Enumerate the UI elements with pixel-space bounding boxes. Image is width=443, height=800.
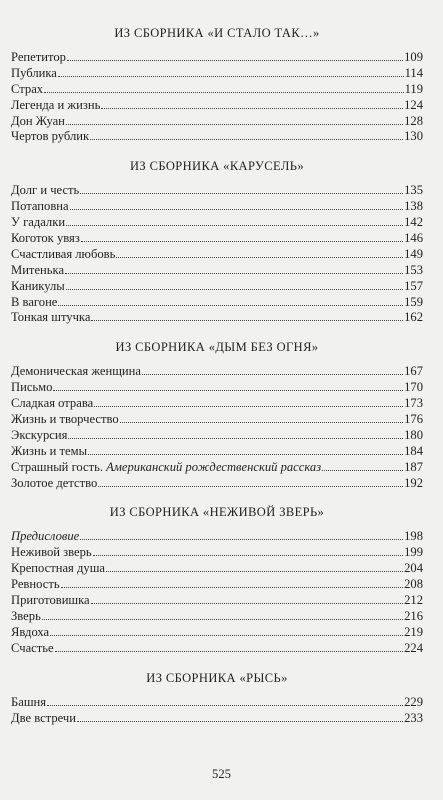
dot-leader xyxy=(58,305,403,306)
toc-entry xyxy=(11,380,423,396)
toc-entry xyxy=(11,215,423,231)
section-heading: ИЗ СБОРНИКА «РЫСЬ» xyxy=(146,670,288,685)
entry-title xyxy=(11,279,65,295)
entry-page-number: 208 xyxy=(404,577,423,592)
dot-leader xyxy=(58,76,404,77)
entry-title xyxy=(11,310,90,326)
dot-leader xyxy=(81,241,403,242)
entry-title-text: Приготовишка xyxy=(11,593,90,608)
dot-leader xyxy=(322,470,403,471)
dot-leader xyxy=(116,257,403,258)
entry-title xyxy=(11,364,141,380)
dot-leader xyxy=(91,603,403,604)
toc-entry xyxy=(11,66,423,82)
entry-title-text: В вагоне xyxy=(11,294,58,309)
toc-entry xyxy=(11,183,423,199)
entry-list xyxy=(11,695,423,727)
toc-entry xyxy=(11,279,423,295)
entry-title-text: Башня xyxy=(11,694,47,709)
entry-title xyxy=(11,263,64,279)
toc-entry xyxy=(11,561,423,577)
dot-leader xyxy=(66,289,403,290)
toc-entry xyxy=(11,199,423,215)
entry-page-number: 109 xyxy=(404,50,423,64)
entry-title-text: Каникулы xyxy=(11,278,65,293)
entry-title-text: Явдоха xyxy=(11,624,50,639)
entry-title xyxy=(11,129,89,145)
entry-page-number: 199 xyxy=(404,545,423,560)
entry-page-number: 180 xyxy=(404,427,423,442)
entry-page-number: 162 xyxy=(404,310,423,325)
toc-entry xyxy=(11,364,423,380)
entry-title-text: Демоническая женщина xyxy=(11,364,141,379)
entry-title-text: Сладкая отрава xyxy=(11,396,94,411)
entry-title xyxy=(11,593,90,609)
entry-title-text: Жизнь и творчество xyxy=(11,412,119,427)
toc-section xyxy=(11,159,423,326)
entry-page-number: 153 xyxy=(404,262,423,277)
dot-leader xyxy=(53,390,403,391)
entry-title-text: Две встречи xyxy=(11,710,76,725)
dot-leader xyxy=(55,651,404,652)
entry-page-number: 229 xyxy=(404,694,423,709)
toc-entry xyxy=(11,625,423,641)
entry-title xyxy=(11,215,65,231)
toc-entry xyxy=(11,129,423,145)
entry-title xyxy=(11,529,79,545)
entry-title xyxy=(11,295,57,311)
dot-leader xyxy=(42,619,403,620)
toc-section xyxy=(11,26,423,145)
entry-title-text: Счастье xyxy=(11,640,54,655)
entry-page-number: 124 xyxy=(404,97,423,112)
dot-leader xyxy=(80,539,403,540)
toc-entry xyxy=(11,263,423,279)
toc-entry xyxy=(11,50,423,66)
entry-title-text: Репетитор xyxy=(11,50,66,64)
entry-title xyxy=(11,114,65,130)
entry-title-text: У гадалки xyxy=(11,215,66,230)
entry-title-text: Ревность xyxy=(11,577,60,592)
dot-leader xyxy=(91,320,403,321)
entry-title xyxy=(11,460,321,476)
section-heading: ИЗ СБОРНИКА «И СТАЛО ТАК…» xyxy=(114,26,320,40)
dot-leader xyxy=(142,374,403,375)
entry-page-number: 135 xyxy=(404,183,423,198)
toc-entry xyxy=(11,711,423,727)
entry-page-number: 216 xyxy=(404,608,423,623)
dot-leader xyxy=(77,721,403,722)
entry-page-number: 146 xyxy=(404,231,423,246)
entry-title xyxy=(11,231,80,247)
entry-title-text: Жизнь и темы xyxy=(11,443,88,458)
entry-list xyxy=(11,364,423,491)
entry-title xyxy=(11,428,67,444)
dot-leader xyxy=(70,209,403,210)
dot-leader xyxy=(66,124,403,125)
entry-page-number: 170 xyxy=(404,380,423,395)
entry-title xyxy=(11,183,79,199)
toc-entry xyxy=(11,695,423,711)
dot-leader xyxy=(101,108,403,109)
entry-page-number: 187 xyxy=(404,459,423,474)
dot-leader xyxy=(90,139,403,140)
entry-title-text: Крепостная душа xyxy=(11,561,105,576)
toc-entry xyxy=(11,396,423,412)
dot-leader xyxy=(66,225,403,226)
toc-entry xyxy=(11,641,423,657)
entry-title xyxy=(11,641,54,657)
toc-entry xyxy=(11,577,423,593)
toc-entry xyxy=(11,428,423,444)
entry-page-number: 130 xyxy=(404,129,423,144)
entry-title-text: Дон Жуан xyxy=(11,113,65,128)
entry-title-text: Легенда и жизнь xyxy=(11,97,101,112)
toc-entry xyxy=(11,412,423,428)
dot-leader xyxy=(120,422,403,423)
entry-page-number: 159 xyxy=(404,294,423,309)
entry-title xyxy=(11,247,115,263)
entry-page-number: 212 xyxy=(404,593,423,608)
table-of-contents xyxy=(11,26,423,726)
entry-list xyxy=(11,50,423,145)
page-number: 525 xyxy=(212,767,231,781)
entry-page-number: 157 xyxy=(404,278,423,293)
dot-leader xyxy=(67,60,403,61)
dot-leader xyxy=(88,454,403,455)
toc-entry xyxy=(11,295,423,311)
toc-entry xyxy=(11,444,423,460)
entry-page-number: 233 xyxy=(404,710,423,725)
dot-leader xyxy=(47,705,403,706)
entry-page-number: 114 xyxy=(404,65,423,80)
toc-entry xyxy=(11,529,423,545)
toc-entry xyxy=(11,545,423,561)
toc-entry xyxy=(11,114,423,130)
entry-page-number: 224 xyxy=(404,640,423,655)
entry-page-number: 184 xyxy=(404,443,423,458)
entry-title xyxy=(11,66,57,82)
entry-page-number: 173 xyxy=(404,396,423,411)
entry-title-text: Коготок увяз xyxy=(11,231,80,246)
entry-title-text: Чертов рублик xyxy=(11,129,90,144)
entry-title-text: Публика xyxy=(11,65,57,80)
toc-entry xyxy=(11,231,423,247)
section-heading: ИЗ СБОРНИКА «КАРУСЕЛЬ» xyxy=(130,159,304,174)
toc-section xyxy=(11,671,423,727)
entry-title-text: Зверь xyxy=(11,608,41,623)
toc-entry xyxy=(11,593,423,609)
toc-entry xyxy=(11,247,423,263)
entry-page-number: 176 xyxy=(404,412,423,427)
dot-leader xyxy=(93,555,403,556)
toc-entry xyxy=(11,310,423,326)
entry-page-number: 149 xyxy=(404,246,423,261)
section-heading: ИЗ СБОРНИКА «ДЫМ БЕЗ ОГНЯ» xyxy=(115,340,319,355)
entry-title xyxy=(11,609,41,625)
entry-title-text: Страх xyxy=(11,81,44,96)
dot-leader xyxy=(44,92,403,93)
entry-title xyxy=(11,444,87,460)
entry-title-text: Страшный гость. xyxy=(11,459,107,474)
entry-title xyxy=(11,50,66,66)
entry-title-text: Экскурсия xyxy=(11,427,68,442)
toc-entry xyxy=(11,98,423,114)
entry-title xyxy=(11,412,119,428)
entry-title xyxy=(11,98,100,114)
dot-leader xyxy=(50,635,403,636)
entry-title-text: Долг и честь xyxy=(11,183,80,198)
dot-leader xyxy=(65,273,403,274)
dot-leader xyxy=(68,438,403,439)
entry-title xyxy=(11,711,76,727)
dot-leader xyxy=(98,486,403,487)
entry-page-number: 198 xyxy=(404,529,423,544)
dot-leader xyxy=(61,587,404,588)
dot-leader xyxy=(80,193,403,194)
toc-entry xyxy=(11,460,423,476)
toc-section xyxy=(11,340,423,491)
toc-entry xyxy=(11,82,423,98)
entry-title xyxy=(11,561,105,577)
entry-page-number: 192 xyxy=(404,475,423,490)
dot-leader xyxy=(94,406,403,407)
entry-title xyxy=(11,199,69,215)
entry-title xyxy=(11,380,52,396)
entry-subtitle: Американский рождественский рассказ xyxy=(106,459,322,474)
entry-title-text: Потаповна xyxy=(11,199,69,214)
entry-page-number: 128 xyxy=(404,113,423,128)
entry-title-text: Митенька xyxy=(11,262,65,277)
entry-title xyxy=(11,625,49,641)
entry-title-text: Золотое детство xyxy=(11,475,98,490)
entry-page-number: 138 xyxy=(404,199,423,214)
entry-page-number: 142 xyxy=(404,215,423,230)
entry-page-number: 204 xyxy=(404,561,423,576)
toc-entry xyxy=(11,609,423,625)
entry-title xyxy=(11,82,43,98)
entry-list xyxy=(11,529,423,656)
entry-title-text: Письмо xyxy=(11,380,53,395)
entry-title-text: Счастливая любовь xyxy=(11,246,116,261)
entry-title xyxy=(11,545,92,561)
entry-page-number: 119 xyxy=(404,81,423,96)
dot-leader xyxy=(106,571,403,572)
toc-entry xyxy=(11,476,423,492)
entry-title xyxy=(11,396,93,412)
section-heading: ИЗ СБОРНИКА «НЕЖИВОЙ ЗВЕРЬ» xyxy=(109,505,325,520)
entry-title xyxy=(11,695,46,711)
entry-list xyxy=(11,183,423,326)
entry-title-text: Тонкая штучка xyxy=(11,310,91,325)
toc-section xyxy=(11,505,423,656)
entry-page-number: 219 xyxy=(404,624,423,639)
entry-title-text: Предисловие xyxy=(11,529,80,544)
entry-page-number: 167 xyxy=(404,364,423,379)
entry-title-text: Неживой зверь xyxy=(11,545,92,560)
entry-title xyxy=(11,476,97,492)
entry-title xyxy=(11,577,60,593)
